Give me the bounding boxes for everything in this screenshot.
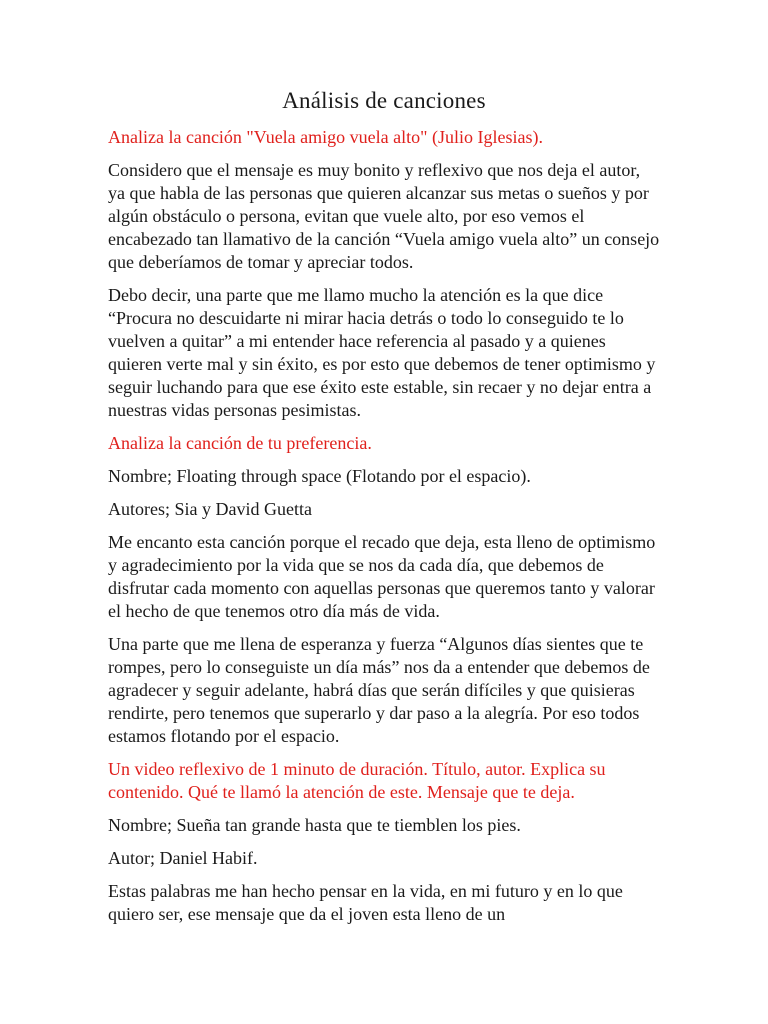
video-name-line: Nombre; Sueña tan grande hasta que te tiemblen los pies. — [108, 815, 521, 835]
video-author-line: Autor; Daniel Habif. — [108, 848, 258, 868]
answer-paragraph-3: Me encanto esta canción porque el recado que deja, esta lleno de optimismo y agradecimiento por la vida que se nos da cada día, que debemos de disfrutar cada momento con aquellas personas que queremos tanto y valorar el hecho de que tenemos otro día más de vida. — [108, 532, 656, 621]
answer-paragraph-1: Considero que el mensaje es muy bonito y reflexivo que nos deja el autor, ya que habla de las personas que quieren alcanzar sus metas o sueños y por algún obstáculo o persona, evitan que vuele alto, por eso vemos el encabezado tan llamativo de la canción “Vuela amigo vuela alto” un consejo que deberíamos de tomar y apreciar todos. — [108, 160, 660, 272]
answer-paragraph-2: Debo decir, una parte que me llamo mucho la atención es la que dice “Procura no descuidarte ni mirar hacia detrás o todo lo conseguido te lo vuelven a quitar” a mi entender hace referencia al pasado y a quienes quieren verte mal y sin éxito, es por esto que debemos de tener optimismo y seguir luchando para que ese éxito este estable, sin recaer y no dejar entra a nuestras vidas personas pesimistas. — [108, 285, 656, 420]
question-heading-1: Analiza la canción "Vuela amigo vuela alto" (Julio Iglesias). — [108, 127, 543, 147]
song-name-line: Nombre; Floating through space (Flotando por el espacio). — [108, 466, 531, 486]
song-authors-line: Autores; Sia y David Guetta — [108, 499, 312, 519]
answer-paragraph-4: Una parte que me llena de esperanza y fuerza “Algunos días sientes que te rompes, pero lo conseguiste un día más” nos da a entender que debemos de agradecer y seguir adelante, habrá días que serán difíciles y que quisieras rendirte, pero tenemos que superarlo y dar paso a la alegría. Por eso todos estamos flotando por el espacio. — [108, 634, 650, 746]
page-title: Análisis de canciones — [282, 88, 486, 113]
answer-paragraph-5: Estas palabras me han hecho pensar en la vida, en mi futuro y en lo que quiero ser, ese mensaje que da el joven esta lleno de un — [108, 881, 623, 924]
question-heading-3: Un video reflexivo de 1 minuto de duración. Título, autor. Explica su contenido. Qué te llamó la atención de este. Mensaje que te deja. — [108, 759, 606, 802]
question-heading-2: Analiza la canción de tu preferencia. — [108, 433, 372, 453]
